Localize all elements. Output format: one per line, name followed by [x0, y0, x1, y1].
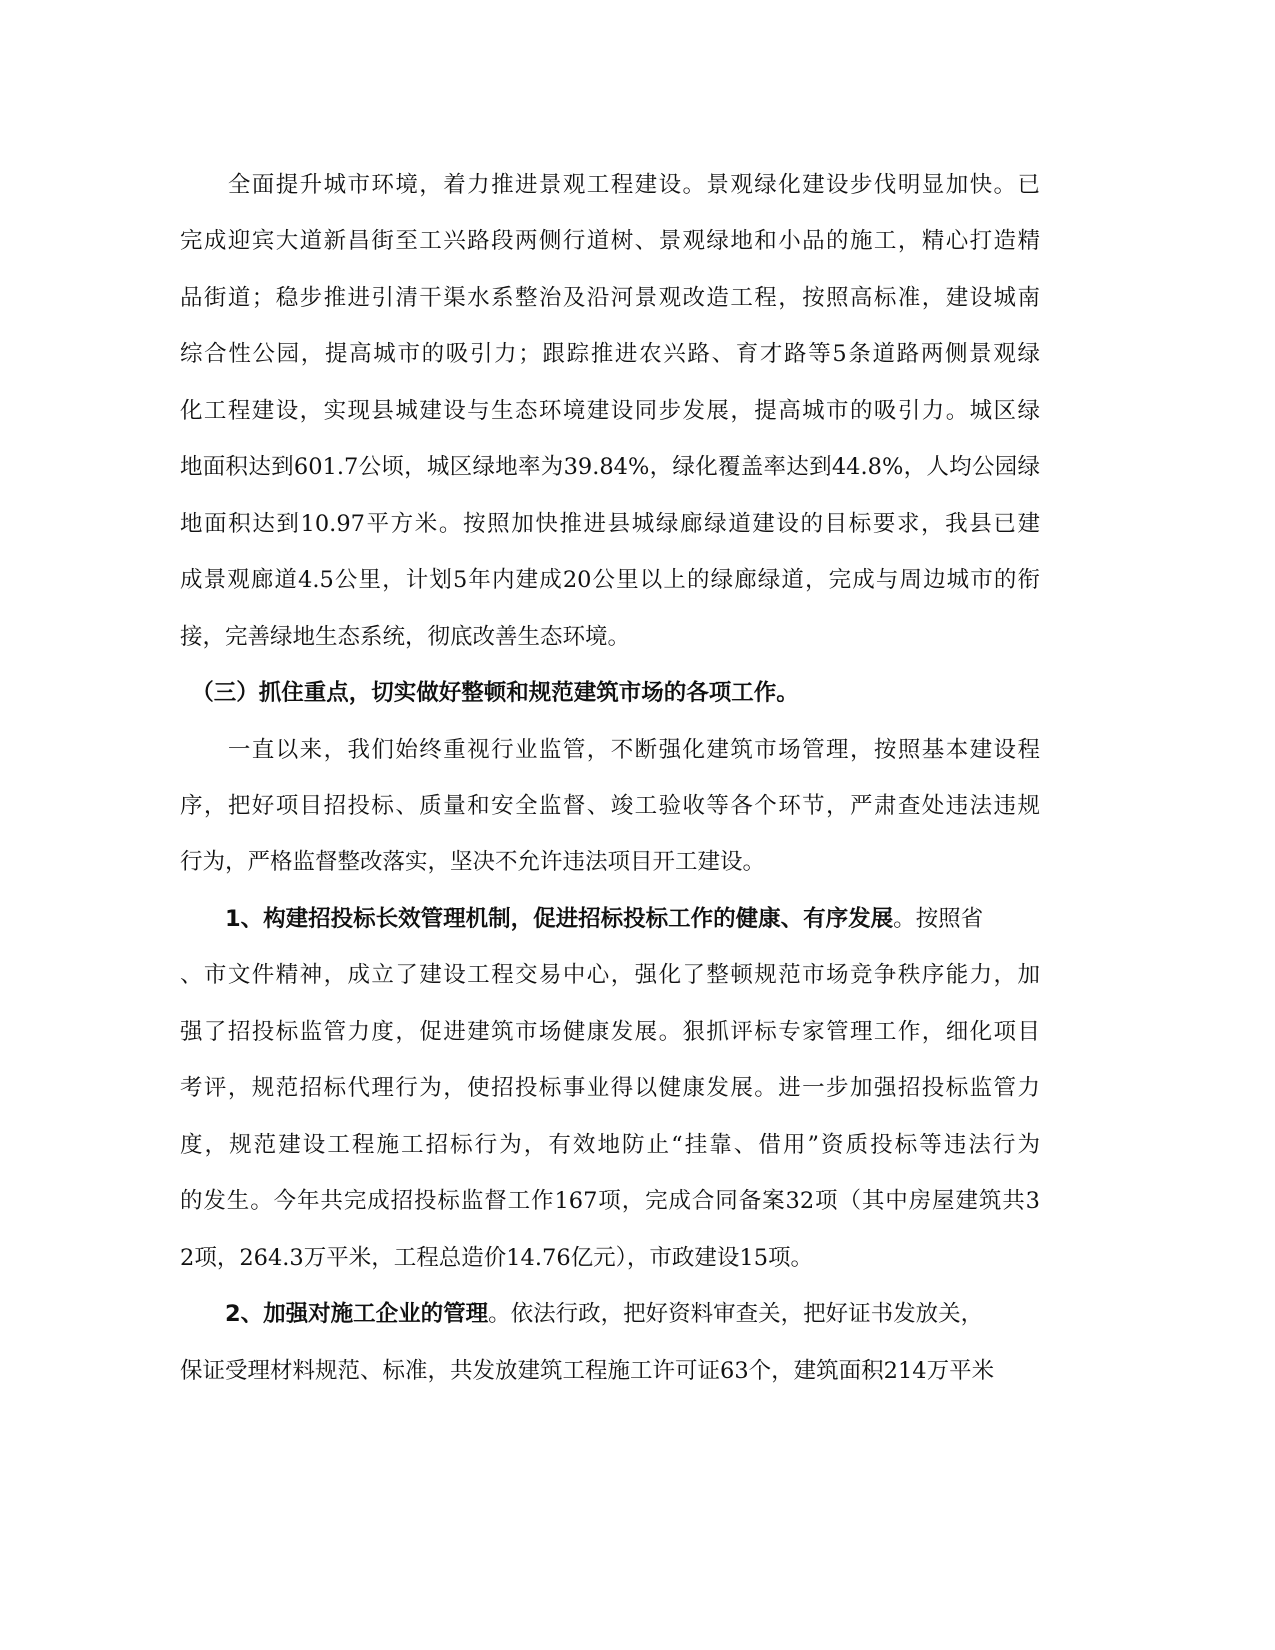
- item-2-first-line: [180, 1299, 1040, 1329]
- item-1-first-line: [180, 904, 1040, 934]
- paragraph-1-line-8: 成景观廊道4.5公里，计划5年内建成20公里以上的绿廊绿道，完成与周边城市的衔: [180, 567, 1040, 593]
- item-1-heading: 1、构建招投标长效管理机制，促进招标投标工作的健康、有序发展: [180, 906, 894, 932]
- paragraph-1-line-1: 全面提升城市环境，着力推进景观工程建设。景观绿化建设步伐明显加快。已: [180, 172, 1040, 198]
- paragraph-1-line-2: 完成迎宾大道新昌街至工兴路段两侧行道树、景观绿地和小品的施工，精心打造精: [180, 228, 1040, 254]
- item-2-heading: 2、加强对施工企业的管理: [180, 1301, 489, 1327]
- item-1-line-3: 强了招投标监管力度，促进建筑市场健康发展。狠抓评标专家管理工作，细化项目: [180, 1019, 1040, 1045]
- item-1-line-5: 度，规范建设工程施工招标行为，有效地防止“挂靠、借用”资质投标等违法行为: [180, 1132, 1040, 1158]
- item-1-heading-tail: 。按照省: [893, 906, 984, 932]
- paragraph-2-line-3: 行为，严格监督整改落实，坚决不允许违法项目开工建设。: [180, 849, 766, 875]
- paragraph-2-line-2: 序，把好项目招投标、质量和安全监督、竣工验收等各个环节，严肃查处违法违规: [180, 793, 1040, 819]
- paragraph-1-line-5: 化工程建设，实现县城建设与生态环境建设同步发展，提高城市的吸引力。城区绿: [180, 398, 1040, 424]
- item-1-line-7: 2项，264.3万平米，工程总造价14.76亿元），市政建设15项。: [180, 1245, 814, 1271]
- item-1-line-2: 、市文件精神，成立了建设工程交易中心，强化了整顿规范市场竞争秩序能力，加: [180, 962, 1040, 988]
- item-2-heading-tail: 。依法行政，把好资料审查关，把好证书发放关，: [488, 1301, 984, 1327]
- item-1-line-4: 考评，规范招标代理行为，使招投标事业得以健康发展。进一步加强招投标监管力: [180, 1075, 1040, 1101]
- paragraph-1-line-6: 地面积达到601.7公顷，城区绿地率为39.84%，绿化覆盖率达到44.8%，人均公园绿: [180, 454, 1040, 480]
- paragraph-1-line-3: 品街道；稳步推进引清干渠水系整治及沿河景观改造工程，按照高标准，建设城南: [180, 285, 1040, 311]
- paragraph-2-line-1: 一直以来，我们始终重视行业监管，不断强化建筑市场管理，按照基本建设程: [180, 737, 1040, 763]
- paragraph-1-line-4: 综合性公园，提高城市的吸引力；跟踪推进农兴路、育才路等5条道路两侧景观绿: [180, 341, 1040, 367]
- section-heading-3: （三）抓住重点，切实做好整顿和规范建筑市场的各项工作。: [180, 680, 799, 706]
- paragraph-1-line-7: 地面积达到10.97平方米。按照加快推进县城绿廊绿道建设的目标要求，我县已建: [180, 511, 1040, 537]
- item-1-line-6: 的发生。今年共完成招投标监督工作167项，完成合同备案32项（其中房屋建筑共3: [180, 1188, 1040, 1214]
- item-2-line-2: 保证受理材料规范、标准，共发放建筑工程施工许可证63个，建筑面积214万平米: [180, 1358, 995, 1384]
- paragraph-1-line-9: 接，完善绿地生态系统，彻底改善生态环境。: [180, 624, 631, 650]
